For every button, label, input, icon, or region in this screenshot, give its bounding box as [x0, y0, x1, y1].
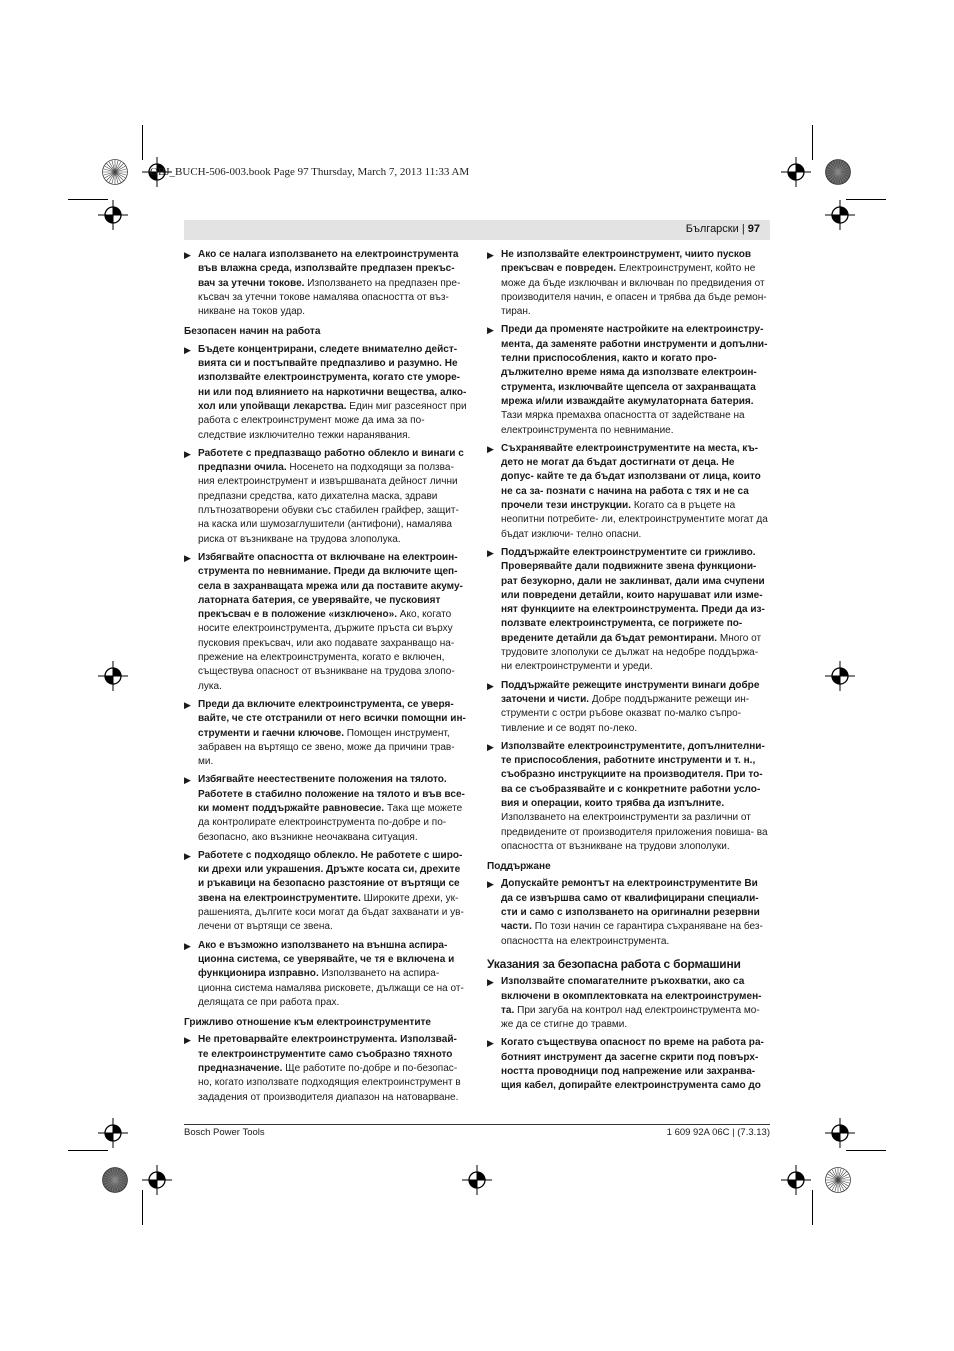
bullet-arrow-icon: ▶	[184, 344, 191, 355]
instruction-emphasis: Използвайте спомагателните ръкохватки, ако са включени в окомплектовката на електроинструмен- та.	[501, 976, 762, 1016]
bullet-arrow-icon: ▶	[184, 448, 191, 459]
instruction-emphasis: Не използвайте електроинструмент, чиито пусков прекъсвач е повреден.	[501, 249, 752, 275]
bullet-arrow-icon: ▶	[184, 699, 191, 710]
safety-instruction-item	[487, 442, 770, 542]
bullet-arrow-icon: ▶	[487, 1038, 494, 1049]
crop-mark	[142, 125, 143, 160]
registration-crosshair-icon	[781, 157, 811, 187]
safety-instruction-item	[184, 551, 467, 694]
section-heading: Безопасен начин на работа	[184, 326, 321, 338]
instruction-emphasis: Преди да променяте настройките на електроинстру- мента, да заменяте работни инструменти и допълни- телни приспособления, както и когато про- дължително време няма да използвате електроин- струмента, изключвайте щепсела от захранващата мрежа и/или изваждайте акумулаторната батерия.	[501, 324, 768, 407]
instruction-explanation: Тази мярка премахва опасността от задействане на електроинструмента по невнимание.	[501, 410, 745, 436]
instruction-explanation: Носенето на подходящи за ползва- ния електроинструмент и извършваната дейност лични предпазни средства, като дихателна маска, здрави плътнозатворени обувки със стабилен грайфер, защит- на каска или шумозаглушители (антифони), намалява риска от възникване на трудова злополука.	[198, 462, 459, 545]
bullet-arrow-icon: ▶	[487, 547, 494, 558]
footer-brand: Bosch Power Tools	[184, 1127, 265, 1138]
safety-instruction-item	[184, 447, 467, 547]
instruction-text	[501, 1036, 770, 1093]
instruction-emphasis: Поддържайте режещите инструменти винаги добре заточени и чисти.	[501, 679, 760, 705]
registration-crosshair-icon	[98, 200, 128, 230]
print-slug: OBJ_BUCH-506-003.book Page 97 Thursday, March 7, 2013 11:33 AM	[150, 166, 470, 178]
color-rosette-icon	[102, 1167, 128, 1193]
bullet-arrow-icon: ▶	[487, 443, 494, 454]
instruction-text	[501, 877, 770, 948]
registration-crosshair-icon	[825, 661, 855, 691]
left-column	[184, 248, 467, 1109]
instruction-emphasis: Бъдете концентрирани, следете внимателно дейст- вията си и постъпвайте предпазливо и разумно. Не използвайте електроинструмента, когато сте уморе- ни или под влиянието на наркотични вещества, алко- хол или упойващи лекарства.	[198, 343, 467, 412]
safety-instruction-item	[184, 939, 467, 1010]
registration-crosshair-icon	[98, 661, 128, 691]
bullet-arrow-icon: ▶	[184, 850, 191, 861]
crop-mark	[812, 1190, 813, 1225]
instruction-explanation: Един миг разсеяност при работа с електроинструмент може да има за по- следствие изключително тежки наранявания.	[198, 400, 467, 441]
color-rosette-icon	[825, 159, 851, 185]
instruction-emphasis: Ако се налага използването на електроинструмента във влажна среда, използвайте предпазен прекъс- вач за утечни токове.	[198, 249, 459, 289]
instruction-text	[198, 248, 467, 319]
instruction-text	[501, 546, 770, 675]
instruction-explanation: Използването на електроинструменти за различни от предвидените от производителя приложения повиша- ва опасността от възникване на трудови злополуки.	[501, 812, 768, 852]
registration-crosshair-icon	[142, 1165, 172, 1195]
instruction-emphasis: Използвайте електроинструментите, допълнителни- те приспособления, работните инструменти и т. н., съобразно инструкциите на производителя. При то- ва се съобразявайте и с конкретните работни усло- вия и операции, които трябва да изпълните.	[501, 740, 765, 809]
instruction-emphasis: Работете с подходящо облекло. Не работете с широ- ки дрехи или украшения. Дръжте косата си, дрехите и ръкавици на безопасно разстояние от въртящи се звена на електроинструментите.	[198, 849, 463, 904]
instruction-emphasis: Избягвайте опасността от включване на електроин- струмента по невнимание. Преди да включите щеп- села в захранващата мрежа или да поставите акуму- латорната батерия, се уверявайте, че пусковият прекъсвач е в положение «изключено».	[198, 551, 463, 621]
safety-instruction-item	[184, 773, 467, 844]
safety-instruction-item	[487, 323, 770, 437]
registration-crosshair-icon	[781, 1165, 811, 1195]
instruction-explanation: По този начин се гарантира съхраняване на без- опасността на електроинструмента.	[501, 921, 763, 947]
safety-instruction-item	[184, 1033, 467, 1104]
footer-rule	[184, 1124, 770, 1125]
safety-instruction-item	[487, 975, 770, 1032]
crop-mark	[68, 199, 108, 200]
instruction-explanation: Помощен инструмент, забравен на въртящо се звено, може да причини трав- ми.	[198, 727, 455, 768]
right-column	[487, 248, 770, 1098]
instruction-explanation: Когато са в ръцете на неопитни потребите- ли, електроинструментите могат да бъдат изключи- телно опасни.	[501, 500, 768, 540]
instruction-emphasis: Избягвайте неестествените положения на тялото. Работете в стабилно положение на тялото и във все- ки момент поддържайте равновесие.	[198, 774, 465, 814]
instruction-explanation: При загуба на контрол над електроинструмента мо- же да се стигне до травми.	[501, 1004, 760, 1031]
instruction-text	[198, 1033, 467, 1104]
instruction-emphasis: Не претоварвайте електроинструмента. Използвай- те електроинструментите само съобразно тяхното предназначение.	[198, 1034, 457, 1075]
instruction-text	[198, 343, 467, 443]
instruction-text	[198, 698, 467, 769]
instruction-emphasis: Съхранявайте електроинструментите на места, къ- дето не могат да бъдат достигнати от деца. Не допус- кайте те да бъдат използвани от лица, които не са за- познати с начина на работа с тях и не са прочели тези инструкции.	[501, 442, 761, 512]
color-rosette-icon	[825, 1167, 851, 1193]
bullet-arrow-icon: ▶	[184, 940, 191, 951]
crop-mark	[68, 1150, 108, 1151]
registration-crosshair-icon	[462, 1165, 492, 1195]
bullet-arrow-icon: ▶	[184, 1035, 191, 1046]
instruction-emphasis: Когато съществува опасност по време на работа ра- ботният инструмент да засегне скрити под повърх- ността проводници под напрежение или захранва- щия кабел, допирайте електроинструмента само до	[501, 1037, 764, 1092]
registration-crosshair-icon	[825, 1118, 855, 1148]
bullet-arrow-icon: ▶	[487, 325, 494, 336]
instruction-text	[501, 248, 770, 319]
bullet-arrow-icon: ▶	[487, 250, 494, 260]
crop-mark	[846, 1150, 886, 1151]
registration-crosshair-icon	[825, 200, 855, 230]
safety-instruction-item	[184, 849, 467, 935]
registration-crosshair-icon	[98, 1118, 128, 1148]
page-header-band	[184, 220, 770, 240]
instruction-text	[501, 740, 770, 854]
instruction-text	[198, 939, 467, 1010]
bullet-arrow-icon: ▶	[487, 977, 494, 988]
instruction-explanation: Електроинструмент, който не може да бъде изключван и включван по предвидения от производителя начин, е опасен и трябва да бъде ремон- тиран.	[501, 263, 767, 318]
bullet-arrow-icon: ▶	[184, 250, 191, 260]
instruction-explanation: Добре поддържаните режещи ин- струменти с остри ръбове оказват по-малко съпро- тивление и се водят по-леко.	[501, 693, 750, 734]
instruction-emphasis: Работете с предпазващо работно облекло и винаги с предпазни очила.	[198, 447, 464, 474]
header-language: Български	[685, 223, 739, 235]
instruction-explanation: Така ще можете да контролирате електроинструмента по-добре и по- безопасно, ако възникне неочаквана ситуация.	[198, 802, 463, 843]
safety-instruction-item	[487, 740, 770, 854]
chapter-heading: Указания за безопасна работа с бормашини	[487, 956, 741, 971]
safety-instruction-item	[184, 343, 467, 443]
instruction-text	[501, 323, 770, 437]
instruction-text	[198, 447, 467, 547]
safety-instruction-item	[487, 679, 770, 736]
instruction-text	[501, 442, 770, 542]
bullet-arrow-icon: ▶	[487, 741, 494, 752]
safety-instruction-item	[487, 1036, 770, 1093]
instruction-text	[501, 975, 770, 1032]
bullet-arrow-icon: ▶	[487, 680, 494, 691]
instruction-explanation: Ще работите по-добре и по-безопас- но, когато използвате подходящия електроинструмент в зададения от производителя диапазон на натоварване.	[198, 1063, 461, 1103]
safety-instruction-item	[487, 877, 770, 948]
instruction-explanation: Използването на предпазен пре- късвач за утечни токове намалява опасността от въз- никване на токов удар.	[198, 277, 461, 318]
section-heading: Грижливо отношение към електроинструментите	[184, 1017, 432, 1029]
color-rosette-icon	[102, 159, 128, 185]
bullet-arrow-icon: ▶	[184, 552, 191, 563]
footer-doc-number: 1 609 92A 06C | (7.3.13)	[666, 1127, 770, 1138]
crop-mark	[846, 199, 886, 200]
instruction-emphasis: Поддържайте електроинструментите си грижливо. Проверявайте дали подвижните звена функциони- рат безукорно, дали не заклинват, дали има счупени или повредени детайли, които нарушават или изме- нят функциите на електроинструмента. Преди да из- ползвате електроинструмента, се погрижете по- вредените детайли да бъдат ремонтирани.	[501, 546, 765, 644]
instruction-text	[501, 679, 770, 736]
instruction-emphasis: Преди да включите електроинструмента, се уверя- вайте, че сте отстранили от него всички помощни ин- струменти и гаечни ключове.	[198, 698, 466, 739]
safety-instruction-item	[184, 248, 467, 319]
safety-instruction-item	[487, 248, 770, 319]
instruction-text	[198, 551, 467, 694]
instruction-emphasis: Ако е възможно използването на външна аспира- ционна система, се уверявайте, че тя е включена и функционира изправно.	[198, 939, 455, 980]
instruction-emphasis: Допускайте ремонтът на електроинструментите Ви да се извършва само от квалифицирани специали- сти и само с използването на оригинални резервни части.	[501, 878, 760, 933]
bullet-arrow-icon: ▶	[184, 775, 191, 786]
instruction-explanation: Много от трудовите злополуки се дължат на недобре поддържа- ни електроинструменти и уреди.	[501, 632, 762, 673]
instruction-explanation: Използването на аспира- ционна система намалява рисковете, дължащи се на от- делящата се при работа прах.	[198, 968, 464, 1008]
instruction-explanation: Ако, когато носите електроинструмента, държите пръста си върху пусковия прекъсвач, или ако подавате захранващо на- прежение на електроинструмента, когато е включен, съществува опасност от възникване на трудова злопо- лука.	[198, 609, 455, 692]
bullet-arrow-icon: ▶	[487, 879, 494, 890]
crop-mark	[812, 125, 813, 160]
safety-instruction-item	[487, 546, 770, 675]
section-heading: Поддържане	[487, 861, 551, 873]
instruction-text	[198, 773, 467, 844]
instruction-explanation: Широките дрехи, ук- рашенията, дългите коси могат да бъдат захванати и ув- лечени от въртящи се звена.	[198, 892, 464, 933]
instruction-text	[198, 849, 467, 935]
page-header-text: Български | 97	[685, 223, 760, 235]
safety-instruction-item	[184, 698, 467, 769]
crop-mark	[142, 1190, 143, 1225]
header-page-number: 97	[747, 223, 760, 235]
